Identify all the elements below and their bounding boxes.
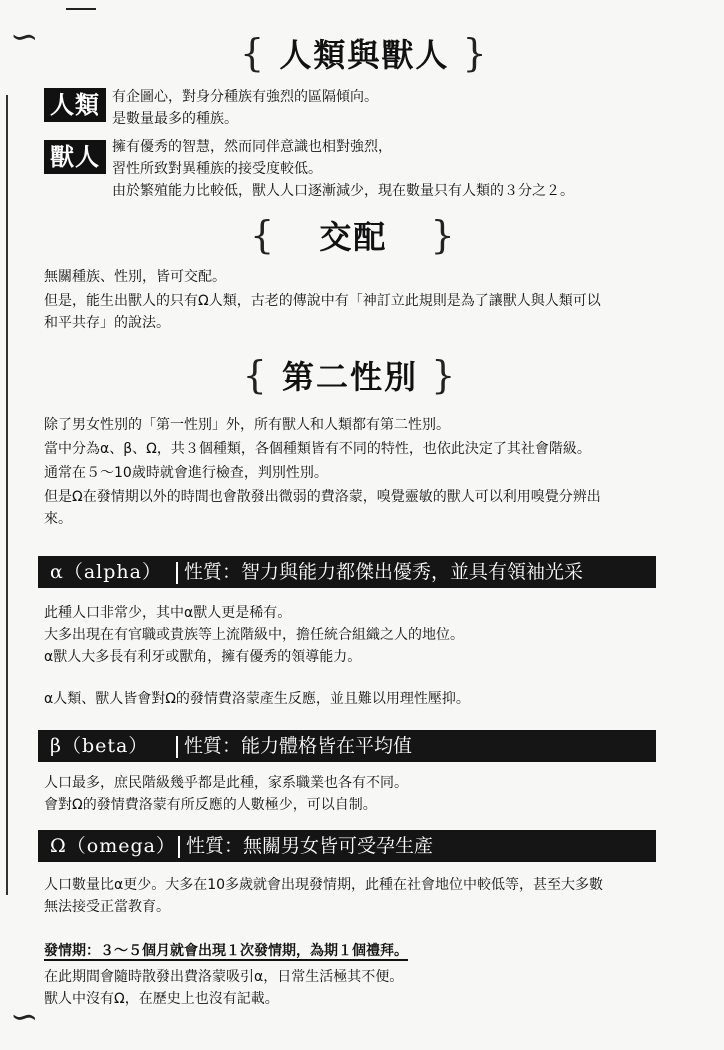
title-text: 人類與獸人 — [279, 36, 450, 74]
mating-line-1: 無關種族、性別，皆可交配。 — [44, 269, 226, 285]
heat-line-1: 在此期間會隨時散發出費洛蒙吸引α，日常生活極其不便。 — [44, 969, 404, 985]
left-ornament-icon: { — [240, 31, 267, 75]
omega-line-1: 人口數量比α更少。大多在10多歲就會出現發情期，此種在社會地位中較低等，甚至大多數 — [44, 877, 604, 893]
beta-name: β（beta） — [50, 735, 149, 757]
gender-line-5: 來。 — [44, 511, 72, 527]
section-title-second-gender — [240, 352, 460, 398]
alpha-note: α人類、獸人皆會對Ω的發情費洛蒙產生反應，並且難以用理性壓抑。 — [44, 691, 470, 707]
title-text: 交配 — [319, 218, 388, 256]
omega-trait: 性質：無關男女皆可受孕生產 — [185, 835, 433, 857]
alpha-trait: 性質：智力與能力都傑出優秀，並具有領袖光采 — [184, 561, 584, 583]
right-ornament-icon: } — [431, 353, 458, 397]
alpha-line-1: 此種人口非常少，其中α獸人更是稀有。 — [44, 605, 292, 621]
human-tag: 人類 — [44, 88, 106, 122]
human-line-2: 是數量最多的種族。 — [112, 111, 238, 127]
section-title-races — [240, 30, 489, 76]
human-line-1: 有企圖心，對身分種族有強烈的區隔傾向。 — [112, 89, 378, 105]
alpha-header-bar — [38, 556, 656, 588]
beast-line-1: 擁有優秀的智慧，然而同伴意識也相對強烈， — [112, 139, 392, 155]
alpha-line-3: α獸人大多長有利牙或獸角，擁有優秀的領導能力。 — [44, 649, 362, 665]
beast-line-3: 由於繁殖能力比較低，獸人人口逐漸減少，現在數量只有人類的３分之２。 — [112, 183, 574, 199]
left-ornament-icon: { — [242, 353, 269, 397]
beta-line-2: 會對Ω的發情費洛蒙有所反應的人數極少，可以自制。 — [44, 797, 377, 813]
gender-line-4: 但是Ω在發情期以外的時間也會散發出微弱的費洛蒙，嗅覺靈敏的獸人可以利用嗅覺分辨出 — [44, 489, 601, 505]
right-ornament-icon: } — [430, 213, 457, 257]
beast-tag: 獸人 — [44, 140, 106, 174]
heat-heading — [44, 940, 408, 962]
left-ornament-icon: { — [250, 213, 277, 257]
omega-name: Ω（omega） — [50, 835, 176, 857]
omega-header-bar — [38, 830, 656, 862]
omega-line-2: 無法接受正當教育。 — [44, 899, 170, 915]
bar-divider — [176, 562, 178, 584]
bar-divider — [178, 836, 180, 858]
beta-trait: 性質：能力體格皆在平均值 — [184, 735, 413, 757]
top-mark — [66, 8, 96, 10]
beast-line-2: 習性所致對異種族的接受度較低。 — [112, 161, 322, 177]
heat-line-2: 獸人中沒有Ω，在歷史上也沒有記載。 — [44, 991, 279, 1007]
left-rule-top — [6, 95, 8, 895]
heat-heading-text: 發情期：３～５個月就會出現１次發情期，為期１個禮拜。 — [44, 943, 408, 959]
beta-line-1: 人口最多，庶民階級幾乎都是此種，家系職業也各有不同。 — [44, 775, 408, 791]
corner-swirl-top-icon: ∽ — [10, 17, 39, 57]
corner-swirl-bottom-icon: ∽ — [10, 997, 39, 1037]
beta-header-bar — [38, 730, 656, 762]
alpha-line-2: 大多出現在有官職或貴族等上流階級中，擔任統合組織之人的地位。 — [44, 627, 464, 643]
mating-line-2: 但是，能生出獸人的只有Ω人類，古老的傳說中有「神訂立此規則是為了讓獸人與人類可以 — [44, 293, 601, 309]
gender-line-3: 通常在５～10歲時就會進行檢查，判別性別。 — [44, 465, 328, 481]
title-text: 第二性別 — [281, 358, 418, 396]
alpha-name: α（alpha） — [50, 561, 162, 583]
bar-divider — [176, 736, 178, 758]
gender-line-2: 當中分為α、β、Ω，共３個種類，各個種類皆有不同的特性，也依此決定了其社會階級。 — [44, 441, 591, 457]
mating-line-3: 和平共存」的說法。 — [44, 315, 170, 331]
section-title-mating — [250, 212, 457, 258]
right-ornament-icon: } — [462, 31, 489, 75]
gender-line-1: 除了男女性別的「第一性別」外，所有獸人和人類都有第二性別。 — [44, 417, 450, 433]
